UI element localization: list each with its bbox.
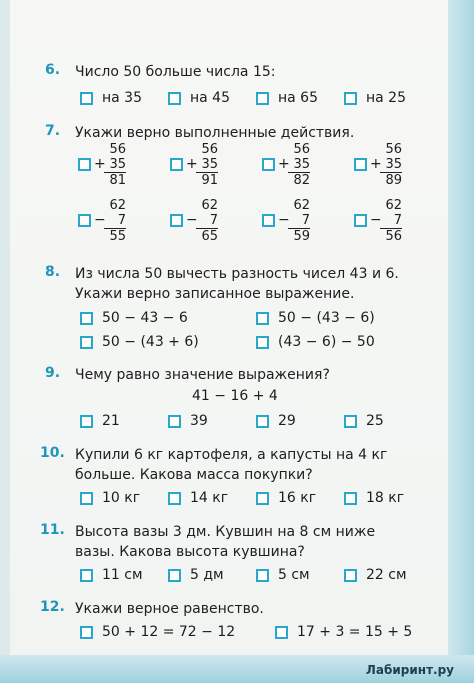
q7-sub-column-1	[104, 198, 126, 244]
checkbox[interactable]	[256, 415, 269, 428]
checkbox[interactable]	[80, 92, 93, 105]
checkbox[interactable]	[256, 312, 269, 325]
q8-option-2[interactable]: 50 − (43 − 6)	[256, 310, 375, 326]
q7-add-column-1-first: 56	[109, 142, 126, 157]
q7-sub-column-4-second: 7	[380, 213, 402, 229]
question-8-line-1: Из числа 50 вычесть разность чисел 43 и 6.	[75, 266, 399, 282]
q7-sub-column-2	[196, 198, 218, 244]
q10-option-4[interactable]: 18 кг	[344, 490, 404, 506]
q7-add-sign-4: +	[370, 156, 382, 172]
q11-option-1[interactable]: 11 см	[80, 567, 143, 583]
question-11-number: 11.	[40, 522, 65, 538]
q7-add-column-2-second: 35	[196, 157, 218, 173]
q12-option-2[interactable]: 17 + 3 = 15 + 5	[275, 624, 412, 640]
checkbox[interactable]	[168, 415, 181, 428]
checkbox[interactable]	[168, 569, 181, 582]
q7-sub-checkbox-1[interactable]	[78, 214, 91, 227]
q7-sub-column-4	[380, 198, 402, 244]
q7-sub-sign-1: −	[94, 212, 106, 228]
checkbox[interactable]	[168, 492, 181, 505]
question-10-line-1: Купили 6 кг картофеля, а капусты на 4 кг	[75, 447, 388, 463]
q7-add-sign-3: +	[278, 156, 290, 172]
q7-sub-column-3-second: 7	[288, 213, 310, 229]
q7-add-column-1-second: 35	[104, 157, 126, 173]
q7-sub-column-3-first: 62	[293, 198, 310, 213]
q7-add-checkbox-3[interactable]	[262, 158, 275, 171]
q7-sub-column-2-result: 65	[201, 229, 218, 244]
checkbox[interactable]	[275, 626, 288, 639]
q7-add-column-3-first: 56	[293, 142, 310, 157]
checkbox[interactable]	[80, 312, 93, 325]
question-7-number: 7.	[45, 123, 61, 139]
q9-option-2[interactable]: 39	[168, 413, 208, 429]
labirint-logo: Лабиринт.ру	[365, 663, 454, 677]
q11-option-3[interactable]: 5 см	[256, 567, 310, 583]
q7-add-column-1-result: 81	[109, 173, 126, 188]
question-7-text: Укажи верно выполненные действия.	[75, 125, 355, 141]
q7-add-checkbox-4[interactable]	[354, 158, 367, 171]
q6-option-4[interactable]: на 25	[344, 90, 406, 106]
q7-add-column-4-first: 56	[385, 142, 402, 157]
q8-option-3[interactable]: 50 − (43 + 6)	[80, 334, 199, 350]
checkbox[interactable]	[344, 569, 357, 582]
q7-add-column-2	[196, 142, 218, 188]
q7-sub-checkbox-2[interactable]	[170, 214, 183, 227]
q8-option-1[interactable]: 50 − 43 − 6	[80, 310, 188, 326]
checkbox[interactable]	[80, 336, 93, 349]
question-10-number: 10.	[40, 445, 65, 461]
q7-add-checkbox-2[interactable]	[170, 158, 183, 171]
q7-sub-checkbox-4[interactable]	[354, 214, 367, 227]
question-12-text: Укажи верное равенство.	[75, 601, 264, 617]
q7-add-column-3-second: 35	[288, 157, 310, 173]
q8-option-4[interactable]: (43 − 6) − 50	[256, 334, 375, 350]
q7-add-column-4	[380, 142, 402, 188]
q7-sub-column-4-first: 62	[385, 198, 402, 213]
q9-option-4[interactable]: 25	[344, 413, 384, 429]
q7-sub-sign-2: −	[186, 212, 198, 228]
q10-option-3[interactable]: 16 кг	[256, 490, 316, 506]
question-6-text: Число 50 больше числа 15:	[75, 64, 276, 80]
q11-option-4[interactable]: 22 см	[344, 567, 407, 583]
question-6-number: 6.	[45, 62, 61, 78]
q7-add-sign-1: +	[94, 156, 106, 172]
checkbox[interactable]	[80, 626, 93, 639]
q7-add-column-4-result: 89	[385, 173, 402, 188]
checkbox[interactable]	[256, 92, 269, 105]
checkbox[interactable]	[168, 92, 181, 105]
q7-add-sign-2: +	[186, 156, 198, 172]
q7-sub-column-1-result: 55	[109, 229, 126, 244]
q6-option-2[interactable]: на 45	[168, 90, 230, 106]
question-9-text: Чему равно значение выражения?	[75, 367, 330, 383]
q7-sub-column-4-result: 56	[385, 229, 402, 244]
question-8-number: 8.	[45, 264, 61, 280]
q9-option-3[interactable]: 29	[256, 413, 296, 429]
checkbox[interactable]	[256, 336, 269, 349]
checkbox[interactable]	[344, 415, 357, 428]
q7-sub-column-1-first: 62	[109, 198, 126, 213]
checkbox[interactable]	[256, 492, 269, 505]
q9-expression: 41 − 16 + 4	[192, 388, 278, 404]
q7-add-column-2-first: 56	[201, 142, 218, 157]
q10-option-2[interactable]: 14 кг	[168, 490, 228, 506]
checkbox[interactable]	[256, 569, 269, 582]
q7-add-column-1	[104, 142, 126, 188]
q7-sub-column-2-first: 62	[201, 198, 218, 213]
q10-option-1[interactable]: 10 кг	[80, 490, 140, 506]
q7-add-checkbox-1[interactable]	[78, 158, 91, 171]
q7-add-column-3-result: 82	[293, 173, 310, 188]
question-11-line-2: вазы. Какова высота кувшина?	[75, 544, 305, 560]
q7-add-column-2-result: 91	[201, 173, 218, 188]
question-8-line-2: Укажи верно записанное выражение.	[75, 286, 355, 302]
q6-option-1[interactable]: на 35	[80, 90, 142, 106]
question-9-number: 9.	[45, 365, 61, 381]
question-10-line-2: больше. Какова масса покупки?	[75, 467, 313, 483]
q12-option-1[interactable]: 50 + 12 = 72 − 12	[80, 624, 235, 640]
checkbox[interactable]	[80, 415, 93, 428]
q7-sub-column-3	[288, 198, 310, 244]
q7-sub-sign-4: −	[370, 212, 382, 228]
question-11-line-1: Высота вазы 3 дм. Кувшин на 8 см ниже	[75, 524, 376, 540]
q7-sub-column-2-second: 7	[196, 213, 218, 229]
checkbox[interactable]	[344, 92, 357, 105]
checkbox[interactable]	[80, 569, 93, 582]
q9-option-1[interactable]: 21	[80, 413, 120, 429]
question-12-number: 12.	[40, 599, 65, 615]
q7-sub-sign-3: −	[278, 212, 290, 228]
q7-sub-checkbox-3[interactable]	[262, 214, 275, 227]
q11-option-2[interactable]: 5 дм	[168, 567, 224, 583]
checkbox[interactable]	[80, 492, 93, 505]
q7-sub-column-1-second: 7	[104, 213, 126, 229]
q7-add-column-4-second: 35	[380, 157, 402, 173]
q7-add-column-3	[288, 142, 310, 188]
q7-sub-column-3-result: 59	[293, 229, 310, 244]
checkbox[interactable]	[344, 492, 357, 505]
q6-option-3[interactable]: на 65	[256, 90, 318, 106]
